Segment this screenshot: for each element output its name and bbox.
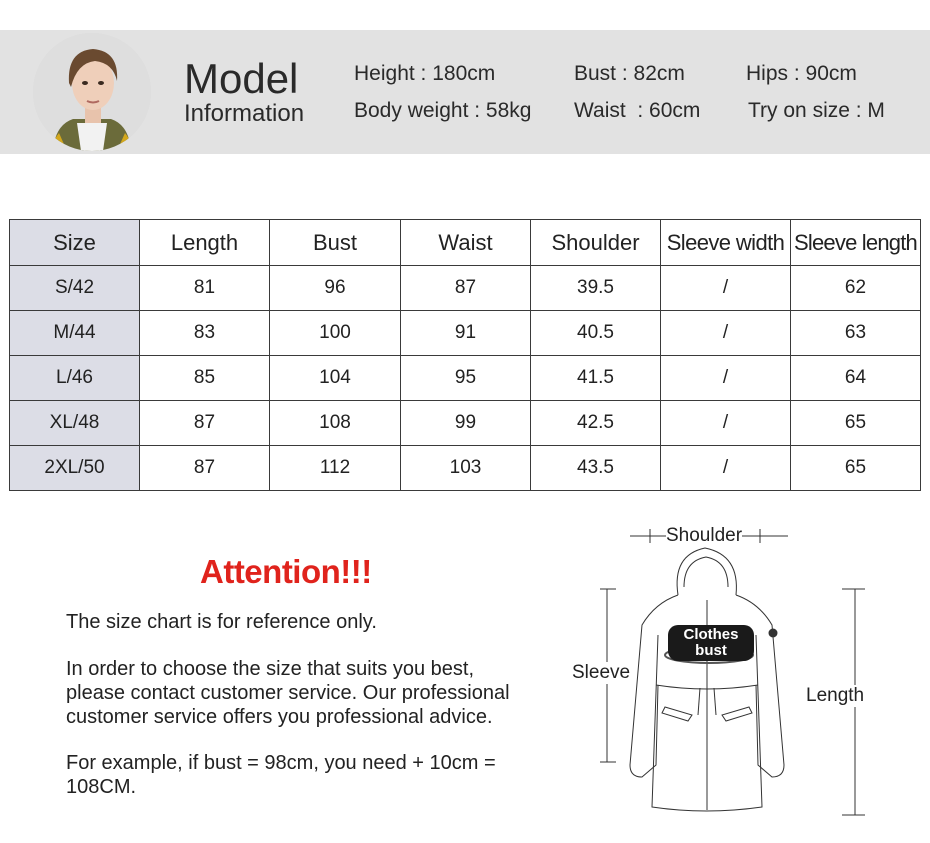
model-try-on-size: Try on size : M (748, 99, 885, 122)
table-header-cell: Size (10, 220, 140, 266)
table-header-cell: Waist (401, 220, 531, 266)
table-cell: 41.5 (531, 356, 661, 401)
attention-paragraph-3: For example, if bust = 98cm, you need + 10cm = 108CM. (66, 752, 496, 798)
table-cell: 103 (401, 446, 531, 491)
table-cell: 85 (140, 356, 270, 401)
model-title: Model (184, 55, 299, 102)
table-cell: 104 (270, 356, 401, 401)
model-waist: Waist : 60cm (574, 99, 701, 122)
table-cell: / (661, 446, 791, 491)
table-cell: XL/48 (10, 401, 140, 446)
shoulder-label: Shoulder (666, 525, 743, 546)
length-label: Length (806, 685, 865, 706)
table-cell: 87 (140, 401, 270, 446)
table-cell: 64 (791, 356, 921, 401)
table-cell: / (661, 266, 791, 311)
table-header-cell: Shoulder (531, 220, 661, 266)
model-weight: Body weight : 58kg (354, 99, 532, 122)
table-cell: M/44 (10, 311, 140, 356)
table-cell: 96 (270, 266, 401, 311)
table-cell: 81 (140, 266, 270, 311)
table-cell: / (661, 356, 791, 401)
table-cell: 99 (401, 401, 531, 446)
table-row (10, 446, 921, 491)
table-row (10, 266, 921, 311)
attention-paragraph-1: The size chart is for reference only. (66, 611, 377, 633)
model-avatar (33, 33, 151, 151)
table-cell: 95 (401, 356, 531, 401)
table-cell: 2XL/50 (10, 446, 140, 491)
table-cell: 43.5 (531, 446, 661, 491)
table-cell: 87 (401, 266, 531, 311)
model-height: Height : 180cm (354, 62, 496, 85)
model-subtitle: Information (184, 100, 305, 127)
table-header-row (10, 220, 921, 266)
sleeve-label: Sleeve (572, 662, 631, 683)
table-header-cell: Length (140, 220, 270, 266)
table-row (10, 311, 921, 356)
model-bust: Bust : 82cm (574, 62, 685, 85)
table-cell: S/42 (10, 266, 140, 311)
table-cell: 40.5 (531, 311, 661, 356)
table-cell: 83 (140, 311, 270, 356)
table-cell: L/46 (10, 356, 140, 401)
table-cell: / (661, 401, 791, 446)
table-cell: 42.5 (531, 401, 661, 446)
table-cell: 108 (270, 401, 401, 446)
table-header-cell: Sleeve width (661, 220, 791, 266)
table-cell: 65 (791, 446, 921, 491)
table-cell: 87 (140, 446, 270, 491)
attention-heading: Attention!!! (200, 553, 372, 590)
model-hips: Hips : 90cm (746, 62, 857, 85)
table-cell: 39.5 (531, 266, 661, 311)
table-header-cell: Sleeve length (791, 220, 921, 266)
table-header-cell: Bust (270, 220, 401, 266)
table-cell: 65 (791, 401, 921, 446)
table-cell: 112 (270, 446, 401, 491)
table-row (10, 356, 921, 401)
table-cell: 91 (401, 311, 531, 356)
attention-paragraph-2: In order to choose the size that suits you best, please contact customer service. Our professional customer service offers you professional advice. (66, 658, 510, 728)
clothes-bust-tag: Clothes bust (668, 625, 754, 661)
table-row (10, 401, 921, 446)
table-cell: / (661, 311, 791, 356)
table-cell: 63 (791, 311, 921, 356)
table-cell: 100 (270, 311, 401, 356)
table-cell: 62 (791, 266, 921, 311)
size-chart-table (9, 219, 921, 491)
